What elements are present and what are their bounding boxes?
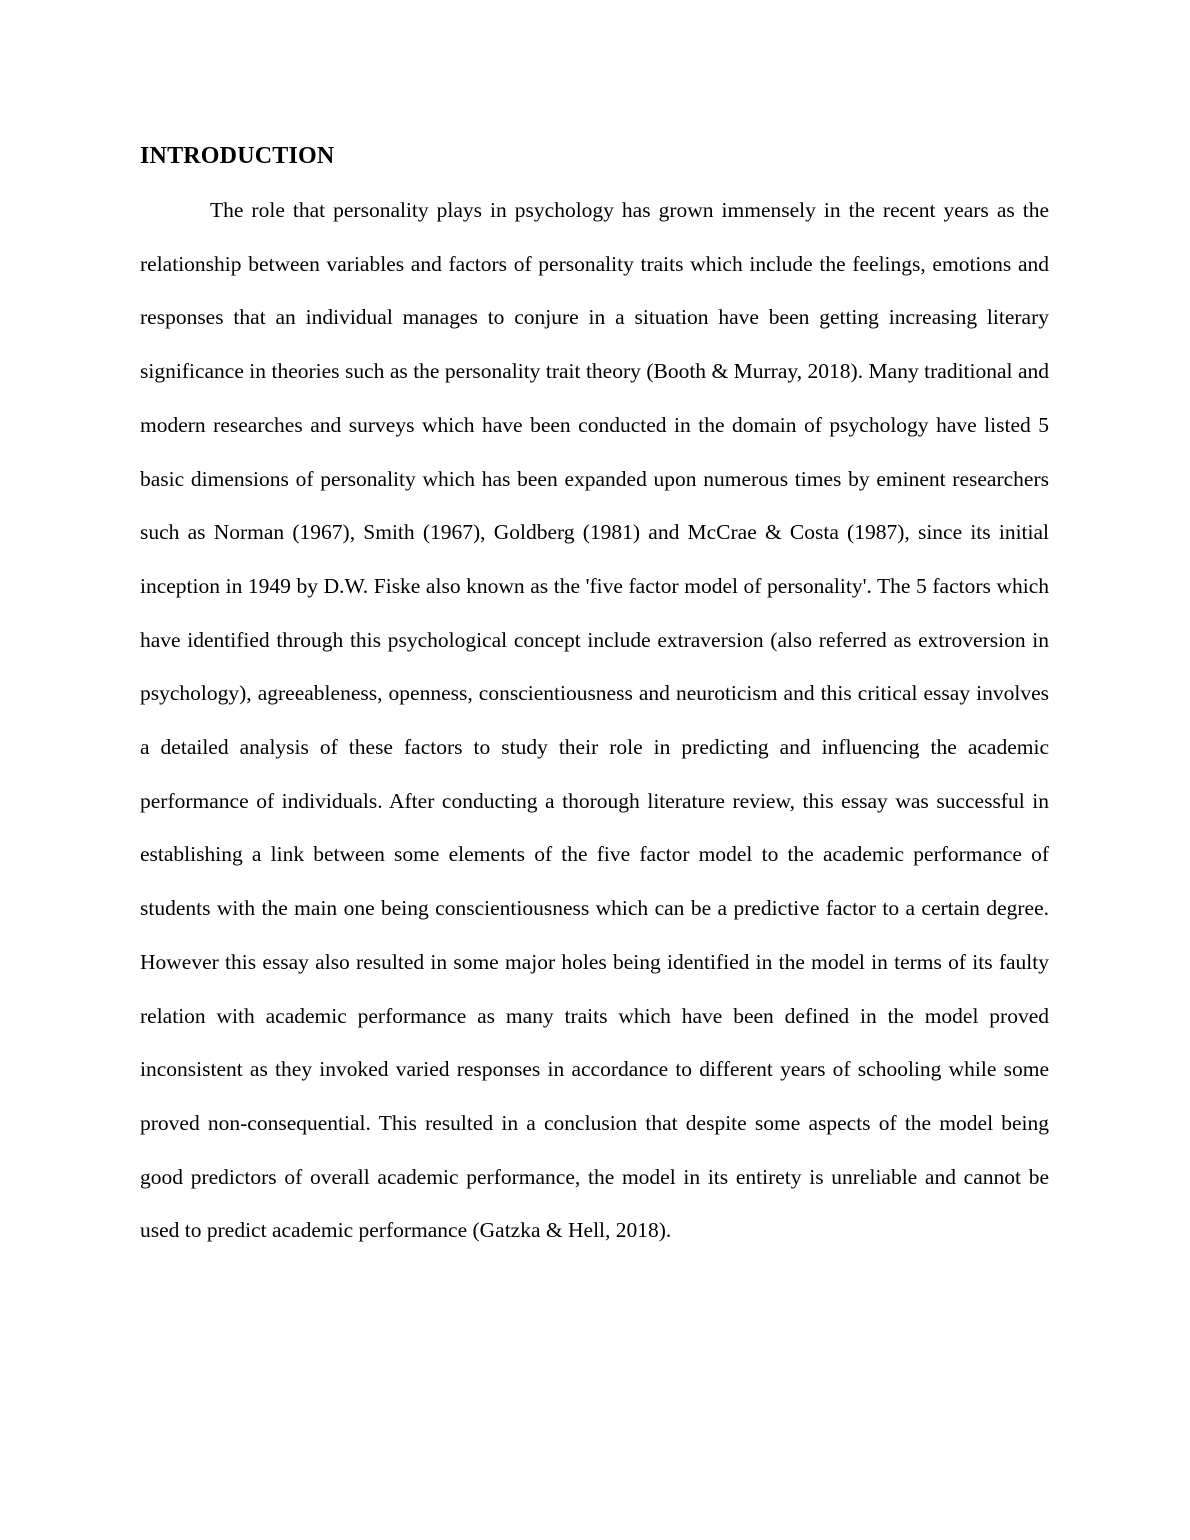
document-body [140, 138, 1049, 1258]
section-heading: INTRODUCTION [140, 143, 335, 169]
introduction-paragraph: The role that personality plays in psychology has grown immensely in the recent years as the relationship between variables and factors of personality traits which include the feelings, emotions and responses that an individual manages to conjure in a situation have been getting increasing literary significance in theories such as the personality trait theory (Booth & Murray, 2018). Many traditional and modern researches and surveys which have been conducted in the domain of psychology have listed 5 basic dimensions of personality which has been expanded upon numerous times by eminent researchers such as Norman (1967), Smith (1967), Goldberg (1981) and McCrae & Costa (1987), since its initial inception in 1949 by D.W. Fiske also known as the 'five factor model of personality'. The 5 factors which have identified through this psychological concept include extraversion (also referred as extroversion in psychology), agreeableness, openness, conscientiousness and neuroticism and this critical essay involves a detailed analysis of these factors to study their role in predicting and influencing the academic performance of individuals. After conducting a thorough literature review, this essay was successful in establishing a link between some elements of the five factor model to the academic performance of students with the main one being conscientiousness which can be a predictive factor to a certain degree. However this essay also resulted in some major holes being identified in the model in terms of its faulty relation with academic performance as many traits which have been defined in the model proved inconsistent as they invoked varied responses in accordance to different years of schooling while some proved non-consequential. This resulted in a conclusion that despite some aspects of the model being good predictors of overall academic performance, the model in its entirety is unreliable and cannot be used to predict academic performance (Gatzka & Hell, 2018). [140, 198, 1049, 1243]
